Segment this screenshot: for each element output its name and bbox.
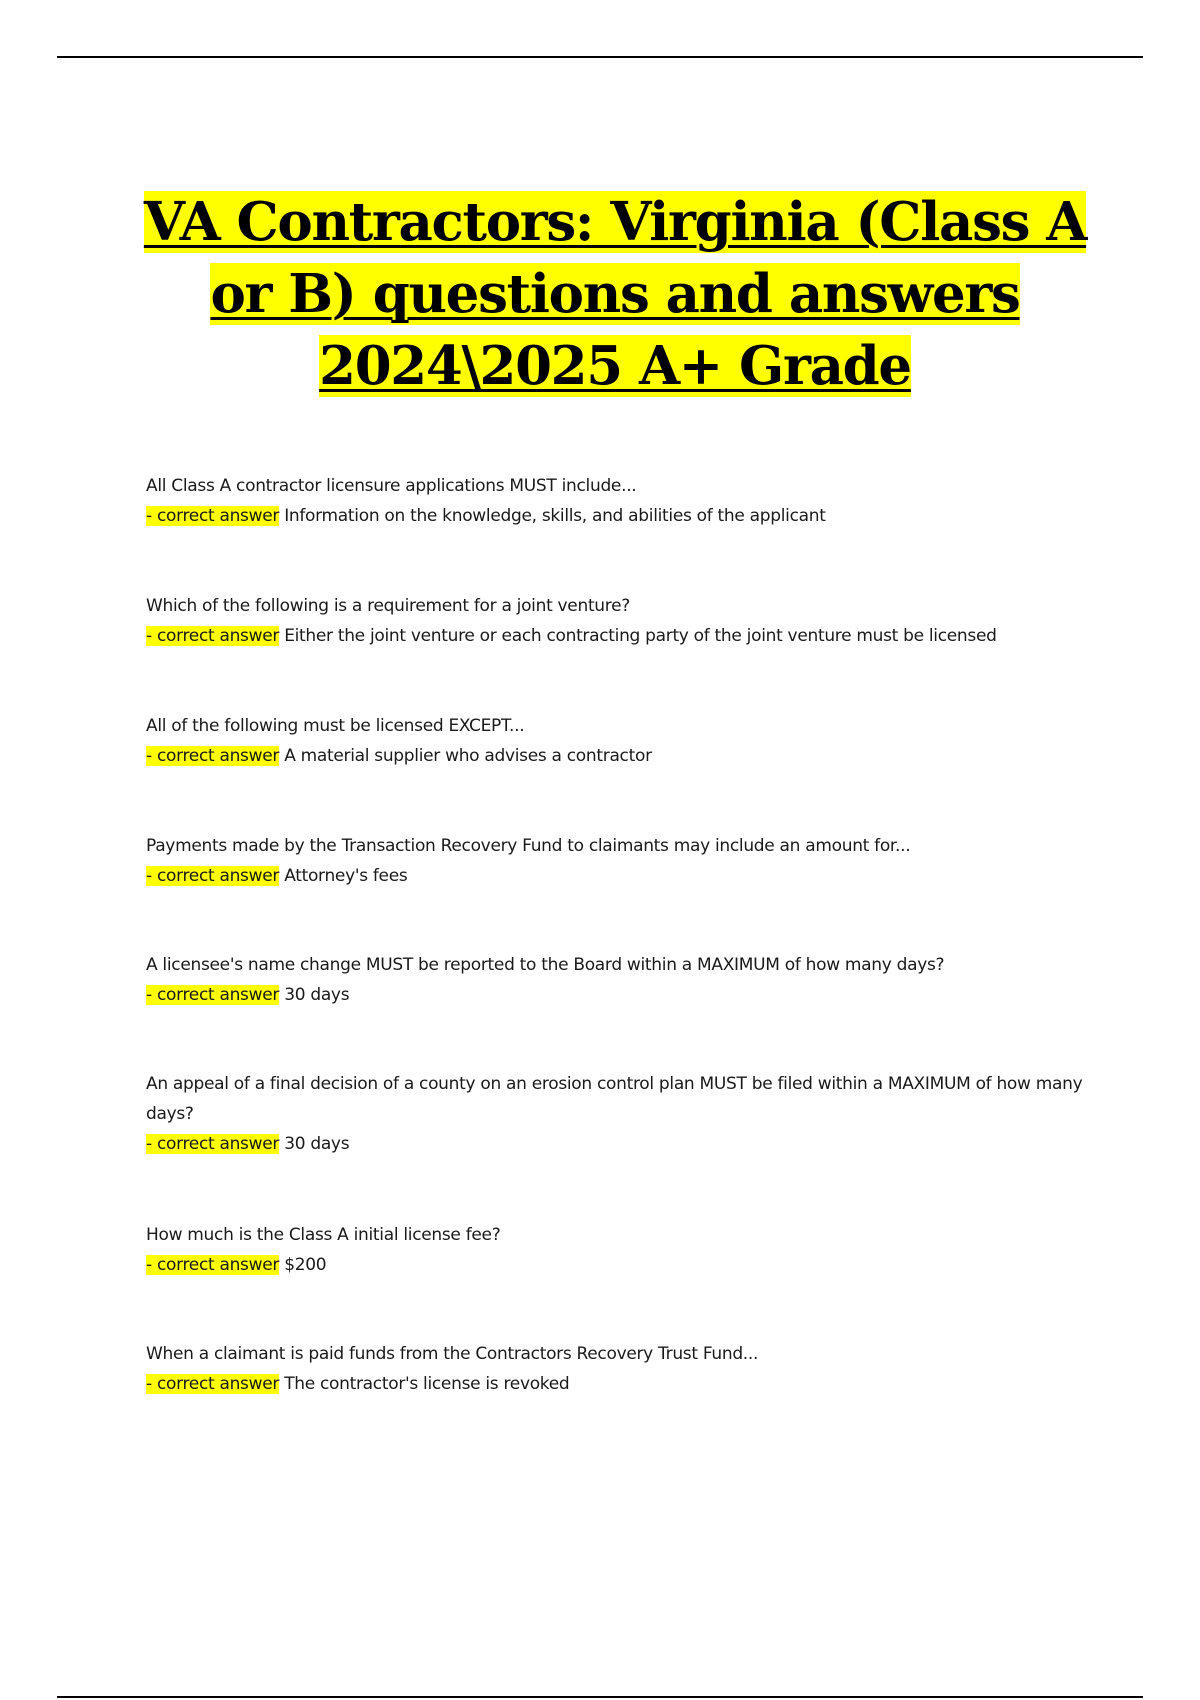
answer-marker: - correct answer: [146, 506, 280, 526]
document-title: [120, 186, 1110, 402]
answer-text: Either the joint venture or each contracting party of the joint venture must be licensed: [284, 626, 997, 646]
question-text: All Class A contractor licensure applications MUST include...: [146, 476, 637, 496]
document-title-text: VA Contractors: Virginia (Class A or B) questions and answers 2024\2025 A+ Grade: [143, 191, 1087, 397]
answer-text: 30 days: [284, 1134, 350, 1154]
qa-item-1: [146, 471, 1096, 531]
answer-line: [146, 501, 1096, 531]
answer-marker: - correct answer: [146, 626, 280, 646]
qa-item-7: [146, 1220, 1096, 1280]
qa-item-8: [146, 1339, 1096, 1399]
answer-text: Attorney's fees: [284, 866, 408, 886]
answer-line: [146, 1250, 1096, 1280]
answer-text: The contractor's license is revoked: [284, 1374, 570, 1394]
answer-text: A material supplier who advises a contractor: [284, 746, 652, 766]
title-block: [120, 186, 1110, 402]
answer-text: Information on the knowledge, skills, and abilities of the applicant: [284, 506, 826, 526]
header-rule: [57, 56, 1143, 58]
qa-item-2: [146, 591, 1096, 651]
answer-marker: - correct answer: [146, 866, 280, 886]
question-text: All of the following must be licensed EXCEPT...: [146, 716, 525, 736]
question-text: How much is the Class A initial license fee?: [146, 1225, 501, 1245]
qa-item-5: [146, 950, 1096, 1010]
answer-marker: - correct answer: [146, 1134, 280, 1154]
answer-text: $200: [284, 1255, 327, 1275]
question-text: When a claimant is paid funds from the Contractors Recovery Trust Fund...: [146, 1344, 759, 1364]
question-text: A licensee's name change MUST be reported to the Board within a MAXIMUM of how many days?: [146, 955, 945, 975]
answer-marker: - correct answer: [146, 1255, 280, 1275]
qa-item-6: [146, 1069, 1096, 1159]
question-text: An appeal of a final decision of a county on an erosion control plan MUST be filed within a MAXIMUM of how many days?: [146, 1074, 1083, 1124]
answer-line: [146, 980, 1096, 1010]
answer-text: 30 days: [284, 985, 350, 1005]
answer-line: [146, 741, 1096, 771]
answer-marker: - correct answer: [146, 746, 280, 766]
answer-line: [146, 861, 1096, 891]
answer-line: [146, 1369, 1096, 1399]
question-text: Payments made by the Transaction Recovery Fund to claimants may include an amount for...: [146, 836, 911, 856]
answer-marker: - correct answer: [146, 985, 280, 1005]
answer-marker: - correct answer: [146, 1374, 280, 1394]
qa-item-3: [146, 711, 1096, 771]
question-text: Which of the following is a requirement for a joint venture?: [146, 596, 630, 616]
answer-line: [146, 621, 1096, 651]
answer-line: [146, 1129, 1096, 1159]
footer-rule: [57, 1696, 1143, 1698]
qa-item-4: [146, 831, 1096, 891]
